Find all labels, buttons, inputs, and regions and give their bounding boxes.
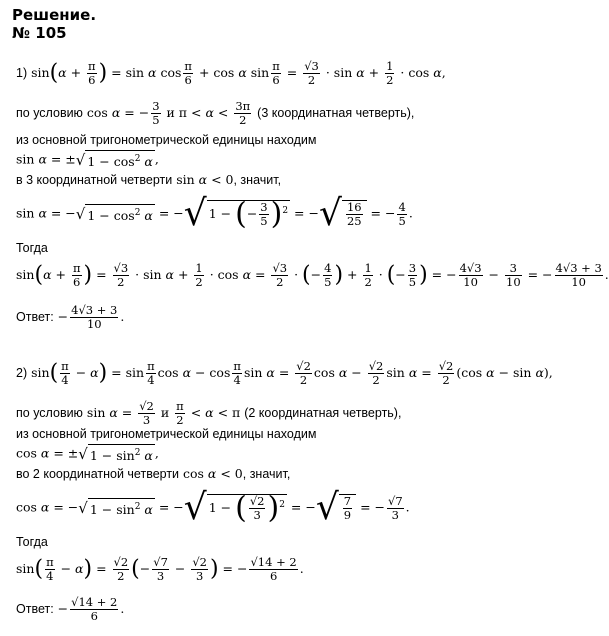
result-line-2: sin( $\frac{\pi}{4}$ − α) = $\frac{√2}{2}$ (− $\frac{√7}{3}$ − $\frac{√2}{3}$ ) = − $\frac{√14 + 2}{6}$ .	[16, 555, 304, 583]
cos-pm-line: cos α = ±√ $1 - \sin^2 \alpha$ ,	[16, 445, 159, 464]
sign-line-2: во 2 координатной четверти cos α < 0, значит,	[16, 466, 291, 481]
sign-text-1: в 3 координатной четверти	[16, 173, 173, 187]
answer-denominator-1: 10	[86, 317, 102, 331]
answer-line-2: Ответ: − $\frac{√14 + 2}{6}$ .	[16, 595, 125, 623]
sin-pm-line: sin α = ±√ $1 - \cos^2 \alpha$ ,	[16, 151, 159, 170]
identity-line-2: из основной тригонометрической единицы находим	[16, 427, 317, 441]
formula-line-2: 2) sin( $\frac{\pi}{4}$ − α) = sin $\frac{\pi}{4}$ cos α − cos $\frac{\pi}{4}$ sin α = $\frac{√2}{2}$ cos α − $\frac{√2}{2}$ sin α = $\frac{√2}{2}$ (cos α − sin α),	[16, 359, 553, 387]
quadrant-text-1: (3 координатная четверть),	[257, 106, 415, 120]
answer-label-2: Ответ:	[16, 602, 54, 616]
result-line-1: sin(α + $\frac{\pi}{6}$ ) = $\frac{√3}{2}$ · sin α + $\frac{1}{2}$ · cos α = $\frac{√3}{2}$ · (− $\frac{4}{5}$ ) + $\frac{1}{2}$ · (− $\frac{3}{5}$ ) = − $\frac{4√3}{10}$ − $\frac{3}{10}$ = − $\frac{4√3 + 3}{10}$ .	[16, 261, 609, 289]
sign-tail-2: , значит,	[242, 467, 291, 481]
cos-value-line: cos α = −√ $1 - \sin^2 \alpha$ = −√ 1 − ( $\frac{√2}{3}$ )$^2$ = −√ $\frac{7}{9}$ = − $\frac{√7}{3}$ .	[16, 487, 410, 528]
quadrant-text-2: (2 координатная четверть),	[244, 406, 402, 420]
answer-denominator-2: 6	[90, 609, 98, 623]
part2-label: 2)	[16, 366, 28, 380]
answer-numerator-2: √14 + 2	[71, 595, 118, 609]
condition-text-1: по условию	[16, 106, 83, 120]
sign-text-2: во 2 координатной четверти	[16, 467, 180, 481]
condition-line-1: по условию cos α = − $\frac{3}{5}$ и π < α < $\frac{3\pi}{2}$ (3 координатная четверть),	[16, 99, 415, 127]
sign-tail-1: , значит,	[233, 173, 282, 187]
then-line-2: Тогда	[16, 535, 48, 549]
part1-label: 1)	[16, 66, 28, 80]
condition-line-2: по условию sin α = $\frac{√2}{3}$ и $\frac{\pi}{2}$ < α < π (2 координатная четверть),	[16, 399, 402, 427]
sign-line-1: в 3 координатной четверти sin α < 0, значит,	[16, 172, 282, 187]
identity-line-1: из основной тригонометрической единицы находим	[16, 133, 317, 147]
answer-label-1: Ответ:	[16, 310, 54, 324]
answer-line-1: Ответ: − $\frac{4√3 + 3}{10}$ .	[16, 303, 125, 331]
then-line-1: Тогда	[16, 241, 48, 255]
formula-line-1: 1) sin(α + $\frac{\pi}{6}$ ) = sin α cos $\frac{\pi}{6}$ + cos α sin $\frac{\pi}{6}$ = $\frac{√3}{2}$ · sin α + $\frac{1}{2}$ · cos α,	[16, 59, 446, 87]
condition-text-2: по условию	[16, 406, 83, 420]
sin-value-line: sin α = −√ $1 - \cos^2 \alpha$ = −√ 1 − (− $\frac{3}{5}$ )$^2$ = −√ $\frac{16}{25}$ = − $\frac{4}{5}$ .	[16, 193, 413, 234]
problem-number: № 105	[12, 24, 67, 42]
answer-numerator-1: 4√3 + 3	[71, 303, 118, 317]
solution-title: Решение.	[12, 6, 97, 24]
